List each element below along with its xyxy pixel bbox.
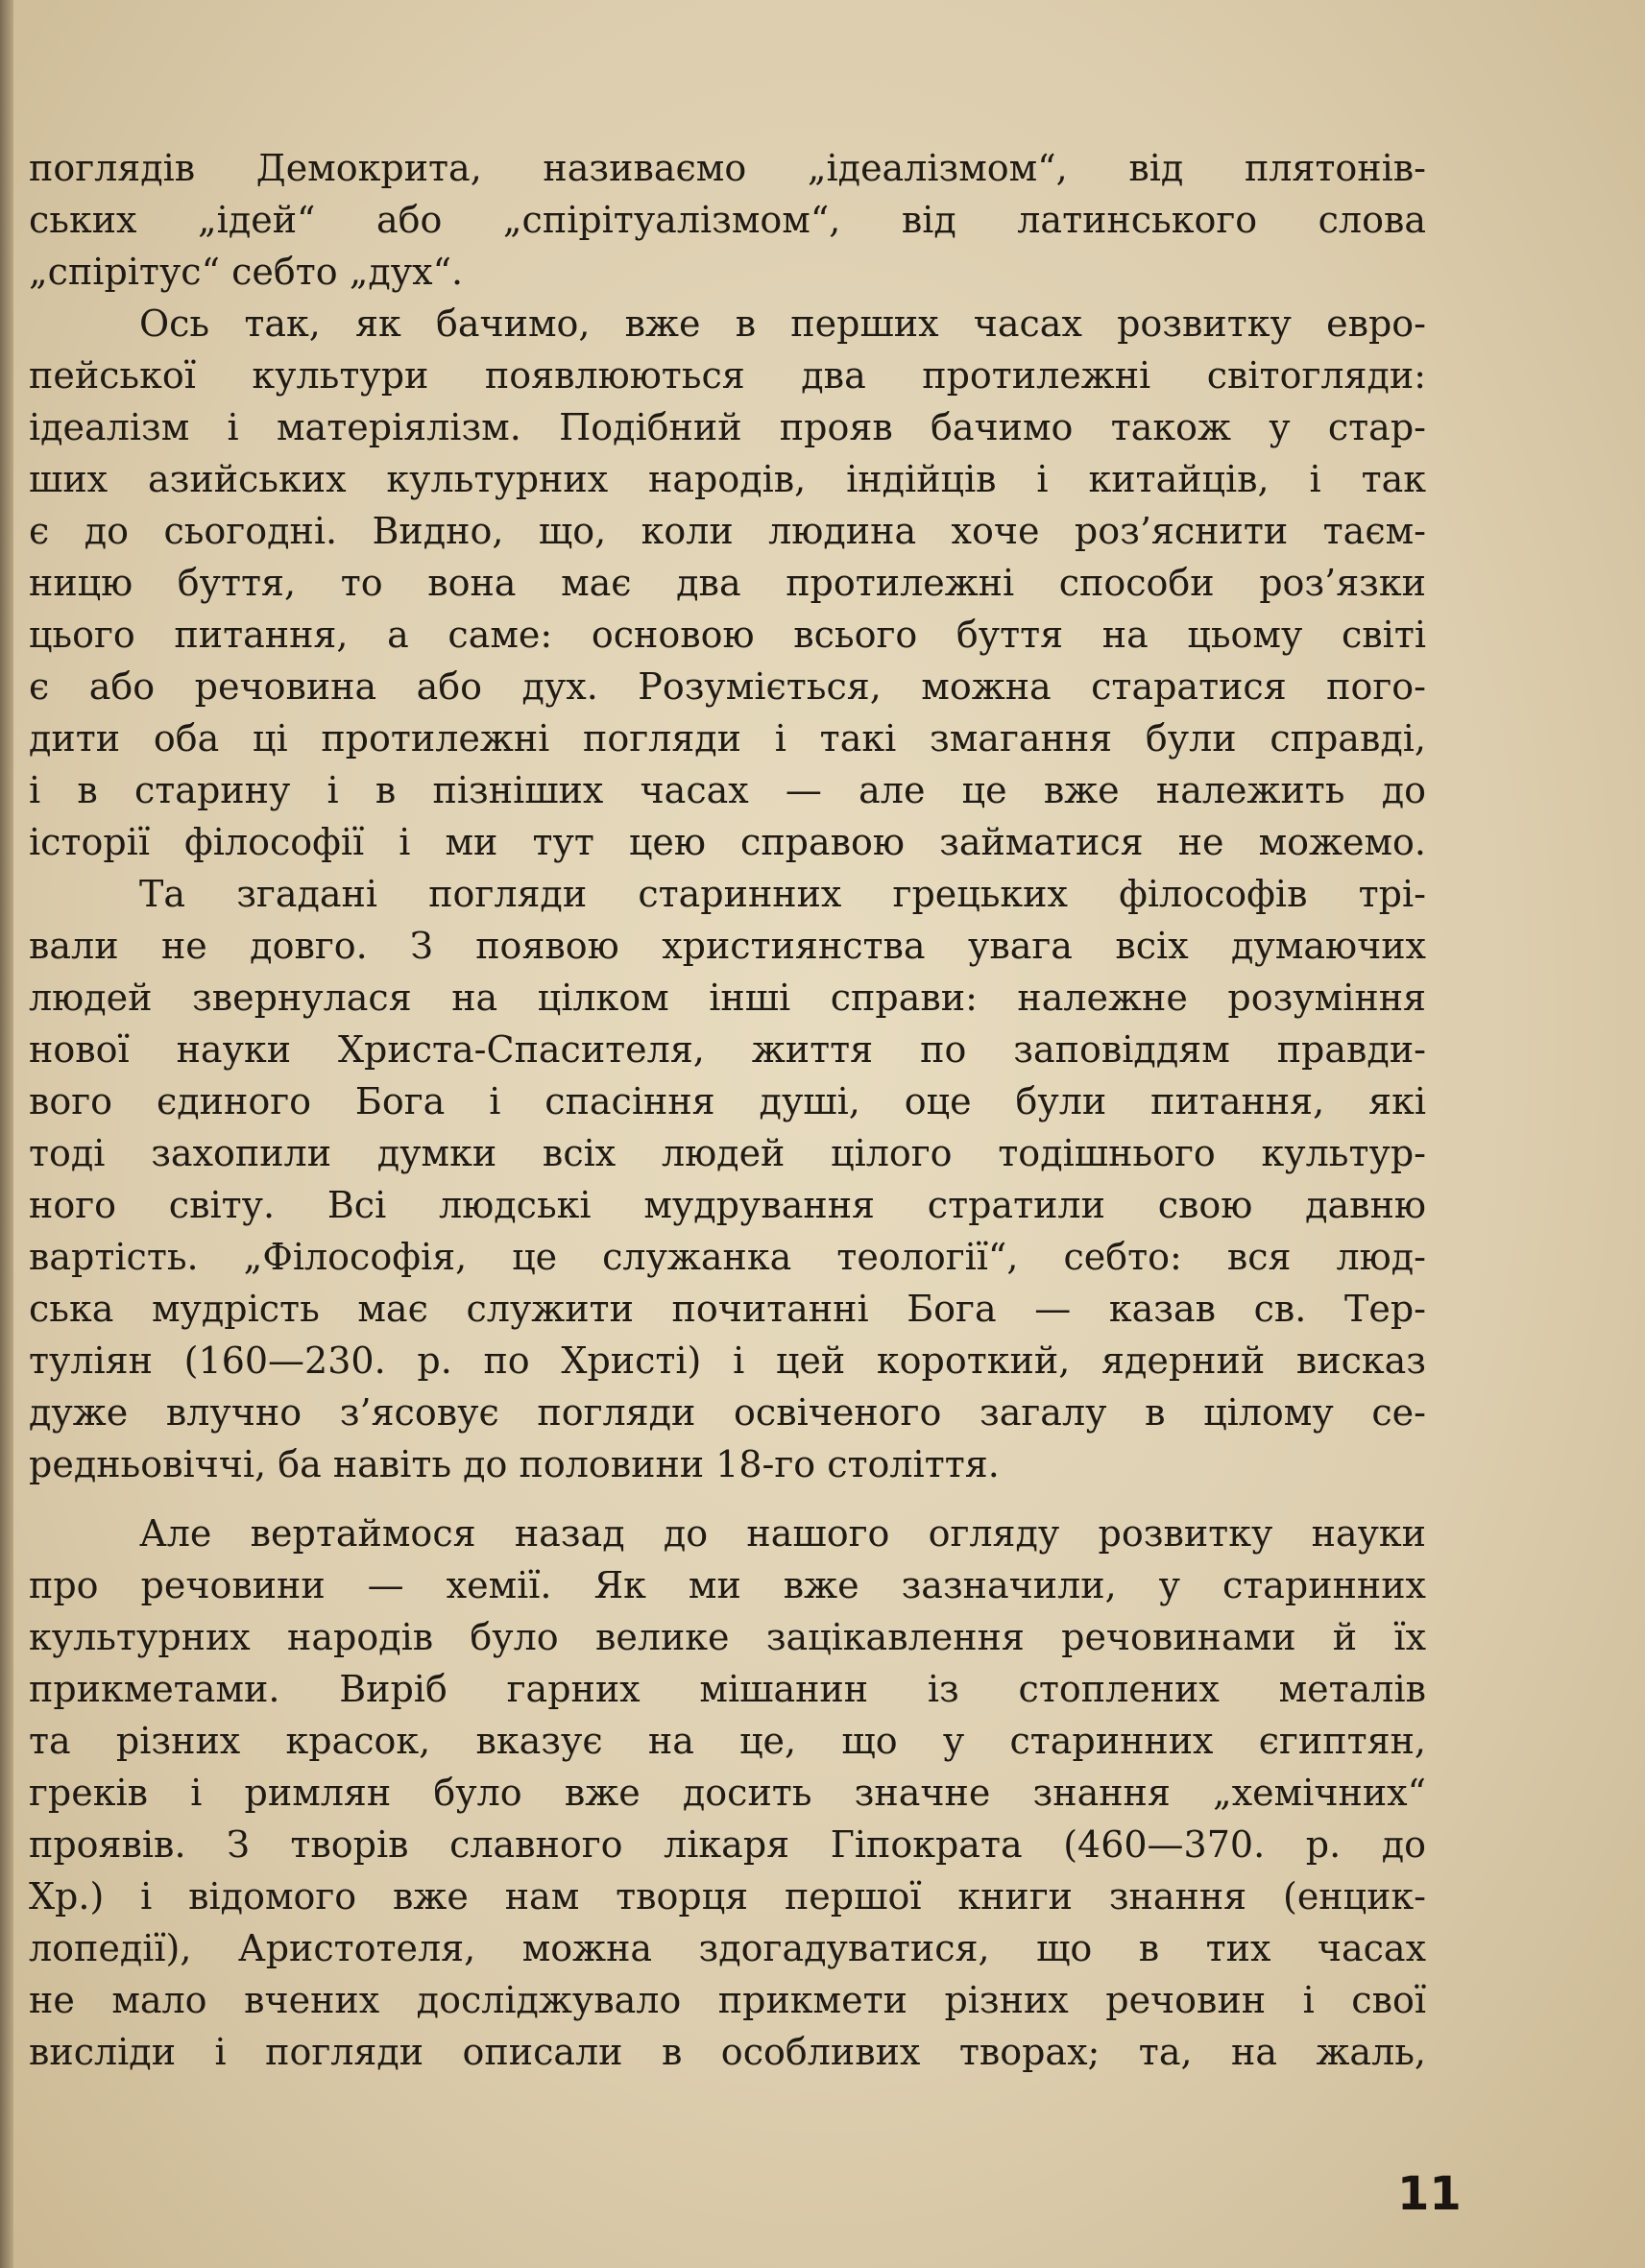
text-line: не мало вчених досліджувало прикмети різних речовин і свої — [29, 1979, 1426, 2021]
text-line: Але вертаймося назад до нашого огляду розвитку науки — [139, 1512, 1426, 1555]
text-line: ших азийських культурних народів, індійців і китайців, і так — [29, 458, 1426, 500]
text-line: є або речовина або дух. Розуміється, можна старатися пого- — [29, 665, 1426, 708]
text-line: є до сьогодні. Видно, що, коли людина хоче роз’яснити таєм- — [29, 510, 1426, 552]
text-line: поглядів Демокрита, називаємо „ідеалізмом“, від плятонів- — [29, 147, 1426, 189]
page-number: 11 — [1397, 2167, 1462, 2221]
text-line: Та згадані погляди старинних грецьких філософів трі- — [139, 873, 1426, 915]
text-line: і в старину і в пізніших часах — але це вже належить до — [29, 769, 1426, 811]
text-line: нової науки Христа-Спасителя, життя по заповіддям правди- — [29, 1028, 1426, 1071]
text-line: дуже влучно з’ясовує погляди освіченого загалу в цілому се- — [29, 1391, 1426, 1434]
text-line: дити оба ці протилежні погляди і такі змагання були справді, — [29, 717, 1426, 760]
text-line: ідеалізм і матеріялізм. Подібний прояв бачимо також у стар- — [29, 406, 1426, 448]
text-line: ницю буття, то вона має два протилежні способи роз’язки — [29, 562, 1426, 604]
text-line: ських „ідей“ або „спірітуалізмом“, від латинського слова — [29, 199, 1426, 241]
text-line: туліян (160—230. р. по Христі) і цей короткий, ядерний висказ — [29, 1339, 1426, 1382]
text-line: про речовини — хемії. Як ми вже зазначили, у старинних — [29, 1564, 1426, 1606]
text-line: вартість. „Філософія, це служанка теології“, себто: вся люд- — [29, 1236, 1426, 1278]
text-line: редньовіччі, ба навіть до половини 18-го століття. — [29, 1443, 1000, 1485]
text-line: „спірітус“ себто „дух“. — [29, 251, 464, 293]
text-line: тоді захопили думки всіх людей цілого тодішнього культур- — [29, 1132, 1426, 1174]
text-line: вали не довго. З появою християнства увага всіх думаючих — [29, 925, 1426, 967]
page-binding-edge — [0, 0, 13, 2268]
text-line: Ось так, як бачимо, вже в перших часах розвитку евро- — [139, 302, 1426, 345]
text-line: Хр.) і відомого вже нам творця першої книги знання (енцик- — [29, 1875, 1426, 1918]
text-line: ська мудрість має служити почитанні Бога — казав св. Тер- — [29, 1288, 1426, 1330]
text-line: культурних народів було велике зацікавлення речовинами й їх — [29, 1616, 1426, 1658]
text-line: висліди і погляди описали в особливих творах; та, на жаль, — [29, 2031, 1426, 2073]
text-line: пейської культури появлюються два протилежні світогляди: — [29, 354, 1426, 397]
text-line: проявів. З творів славного лікаря Гіпократа (460—370. р. до — [29, 1823, 1426, 1866]
text-line: вого єдиного Бога і спасіння душі, оце були питання, які — [29, 1080, 1426, 1122]
text-line: цього питання, а саме: основою всього буття на цьому світі — [29, 614, 1426, 656]
text-line: лопедії), Аристотеля, можна здогадуватися, що в тих часах — [29, 1927, 1426, 1969]
text-line: та різних красок, вказує на це, що у старинних єгиптян, — [29, 1720, 1426, 1762]
text-line: історії філософії і ми тут цею справою займатися не можемо. — [29, 821, 1426, 863]
text-line: прикметами. Виріб гарних мішанин із стоплених металів — [29, 1668, 1426, 1710]
text-line: греків і римлян було вже досить значне знання „хемічних“ — [29, 1772, 1426, 1814]
text-line: людей звернулася на цілком інші справи: належне розуміння — [29, 977, 1426, 1019]
text-line: ного світу. Всі людські мудрування стратили свою давню — [29, 1184, 1426, 1226]
